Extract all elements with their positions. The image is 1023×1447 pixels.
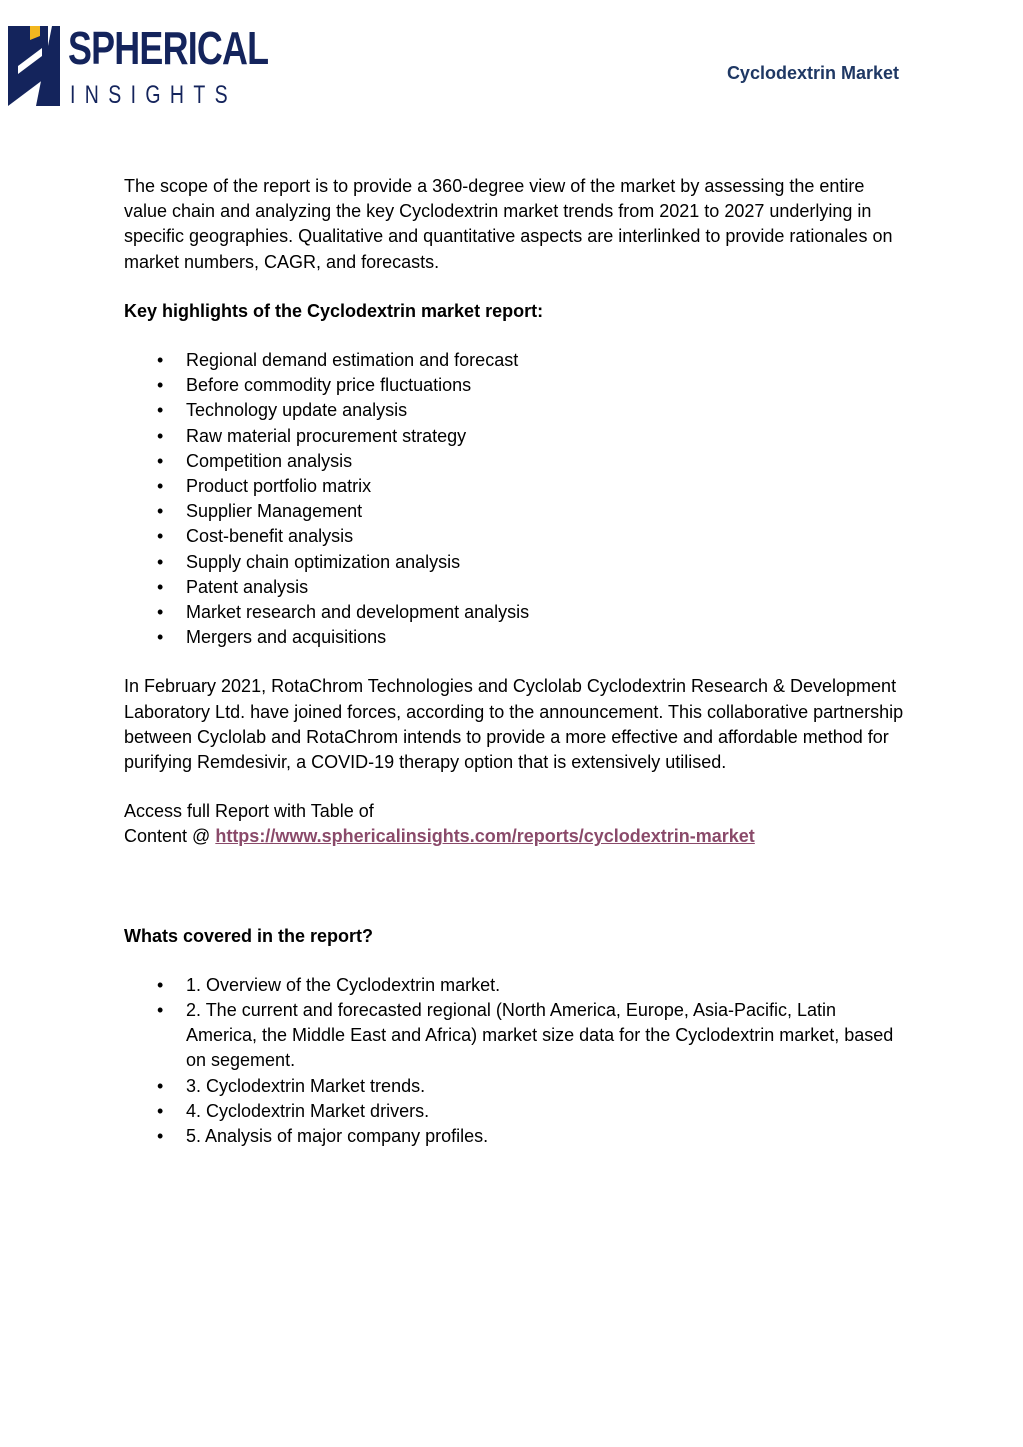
covered-item-text: 1. Overview of the Cyclodextrin market. [186, 974, 501, 995]
bullet-icon: • [157, 627, 164, 648]
bullet-icon: • [157, 974, 164, 995]
highlight-item-text: Mergers and acquisitions [186, 627, 387, 648]
highlight-item [124, 373, 904, 398]
highlight-item-text: Product portfolio matrix [186, 476, 372, 497]
bullet-icon: • [157, 476, 164, 497]
highlights-heading: Key highlights of the Cyclodextrin market report: [124, 300, 544, 321]
covered-item-text: 5. Analysis of major company profiles. [186, 1126, 489, 1147]
highlight-item-text: Supply chain optimization analysis [186, 551, 461, 572]
highlight-item [124, 625, 904, 650]
highlight-item-text: Cost-benefit analysis [186, 526, 354, 547]
bullet-icon: • [157, 1100, 164, 1121]
covered-item-text: 4. Cyclodextrin Market drivers. [186, 1100, 430, 1121]
bullet-icon: • [157, 576, 164, 597]
covered-heading: Whats covered in the report? [124, 925, 374, 946]
bullet-icon: • [157, 350, 164, 371]
access-line-1: Access full Report with Table of [124, 801, 374, 822]
highlight-item-text: Before commodity price fluctuations [186, 375, 472, 396]
logo-text-top: SPHERICAL [68, 22, 269, 74]
bullet-icon: • [157, 501, 164, 522]
highlight-item-text: Patent analysis [186, 576, 309, 597]
bullet-icon: • [157, 450, 164, 471]
highlight-item [124, 398, 904, 423]
covered-item [124, 1074, 904, 1099]
covered-item-text: 3. Cyclodextrin Market trends. [186, 1075, 426, 1096]
news-paragraph: In February 2021, RotaChrom Technologies and Cyclolab Cyclodextrin Research & Development Laboratory Ltd. have joined forces, according to the announcement. This collaborative partnership between Cyclolab and RotaChrom intends to provide a more effective and affordable method for purifying Remdesivir, a COVID-19 therapy option that is extensively utilised. [124, 676, 904, 773]
bullet-icon: • [157, 1126, 164, 1147]
header-title: Cyclodextrin Market [726, 63, 899, 83]
bullet-icon: • [157, 1075, 164, 1096]
highlight-item [124, 499, 904, 524]
covered-item-text: 2. The current and forecasted regional (North America, Europe, Asia-Pacific, Latin America, the Middle East and Africa) market size data for the Cyclodextrin market, based on segement. [186, 1000, 894, 1071]
intro-paragraph: The scope of the report is to provide a 360-degree view of the market by assessing the entire value chain and analyzing the key Cyclodextrin market trends from 2021 to 2027 underlying in specific geographies. Qualitative and quantitative aspects are interlinked to provide rationales on market numbers, CAGR, and forecasts. [124, 176, 893, 272]
bullet-icon: • [157, 425, 164, 446]
highlight-item [124, 474, 904, 499]
covered-item [124, 1099, 904, 1124]
highlight-item-text: Competition analysis [186, 450, 353, 471]
logo-text-bottom: INSIGHTS [70, 81, 237, 109]
covered-list [124, 973, 904, 1149]
bullet-icon: • [157, 526, 164, 547]
highlight-item [124, 550, 904, 575]
spherical-insights-logo [8, 22, 269, 109]
highlight-item [124, 600, 904, 625]
highlight-item-text: Regional demand estimation and forecast [186, 350, 519, 371]
document-body [124, 174, 904, 1149]
highlight-item [124, 524, 904, 549]
highlight-item-text: Supplier Management [186, 501, 363, 522]
access-line-2 [124, 824, 904, 849]
highlight-item-text: Market research and development analysis [186, 602, 530, 623]
logo-mark-icon [8, 26, 60, 106]
covered-item [124, 1124, 904, 1149]
report-link[interactable]: https://www.sphericalinsights.com/reports/cyclodextrin-market [215, 826, 755, 847]
access-prefix: Content @ [124, 826, 216, 847]
highlight-item [124, 449, 904, 474]
covered-item [124, 998, 904, 1074]
highlight-item [124, 424, 904, 449]
highlight-item [124, 575, 904, 600]
highlight-item [124, 348, 904, 373]
bullet-icon: • [157, 1000, 164, 1021]
bullet-icon: • [157, 375, 164, 396]
bullet-icon: • [157, 551, 164, 572]
highlight-item-text: Raw material procurement strategy [186, 425, 467, 446]
bullet-icon: • [157, 602, 164, 623]
bullet-icon: • [157, 400, 164, 421]
highlights-list [124, 348, 904, 650]
covered-item [124, 973, 904, 998]
highlight-item-text: Technology update analysis [186, 400, 408, 421]
